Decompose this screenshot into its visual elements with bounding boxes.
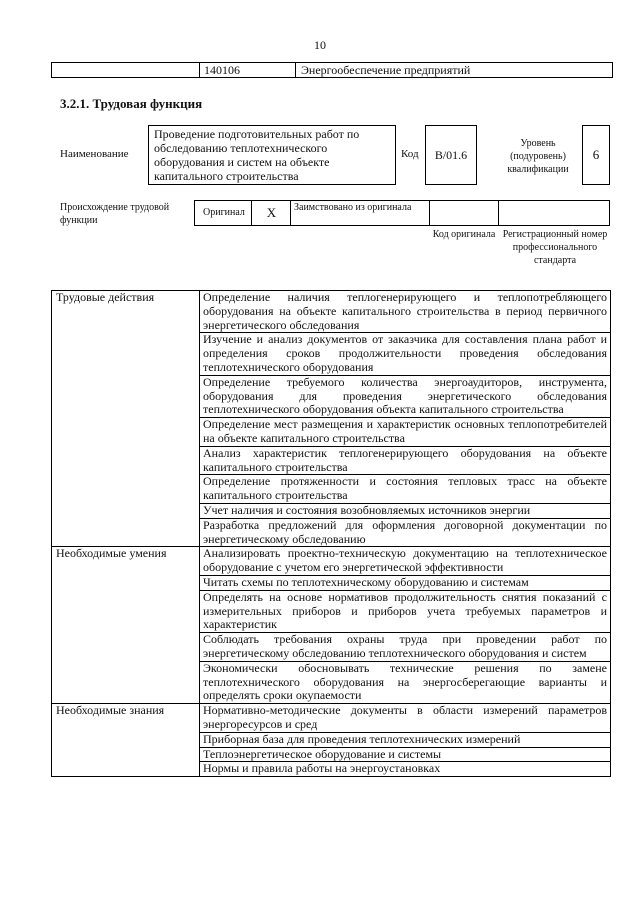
specialty-code: 140106 xyxy=(200,63,296,77)
skill-item: Анализировать проектно-техническую документацию на теплотехническое оборудование с учетом его энергетической эффективности xyxy=(200,547,611,576)
labor-action-item: Определение наличия теплогенерирующего и теплопотребляющего оборудования на объекте капитального строительства в период первичного энергетического обследования xyxy=(200,291,611,333)
knowledge-item: Теплоэнергетическое оборудование и системы xyxy=(200,747,611,762)
labor-action-item: Изучение и анализ документов от заказчика для составления плана работ и определения сроков продолжительности проведения обследования теплотехнического оборудования xyxy=(200,333,611,375)
specialty-name: Энергообеспечение предприятий xyxy=(301,63,471,77)
origin-row xyxy=(194,200,610,226)
labor-actions-label: Трудовые действия xyxy=(52,291,200,547)
labor-action-item: Анализ характеристик теплогенерирующего оборудования на объекте капитального строительства xyxy=(200,446,611,475)
knowledge-label: Необходимые знания xyxy=(52,704,200,777)
table-row xyxy=(52,547,611,576)
name-label: Наименование xyxy=(60,148,129,160)
labor-action-item: Разработка предложений для оформления договорной документации по энергетическому обследованию xyxy=(200,518,611,547)
origin-label: Происхождение трудовой функции xyxy=(60,202,170,226)
labor-action-item: Учет наличия и состояния возобновляемых источников энергии xyxy=(200,503,611,518)
labor-action-item: Определение протяженности и состояния тепловых трасс на объекте капитального строительства xyxy=(200,475,611,504)
empty-cell xyxy=(52,63,200,77)
level-value-box: 6 xyxy=(582,125,610,185)
knowledge-item: Нормы и правила работы на энергоустановках xyxy=(200,762,611,777)
function-code-box: B/01.6 xyxy=(425,125,477,185)
requirements-table xyxy=(51,290,611,777)
skills-label: Необходимые умения xyxy=(52,547,200,704)
skill-item: Читать схемы по теплотехническому оборудованию и системам xyxy=(200,575,611,590)
code-original-caption: Код оригинала xyxy=(432,229,496,240)
knowledge-item: Приборная база для проведения теплотехнических измерений xyxy=(200,732,611,747)
header-code-row xyxy=(51,62,613,78)
original-mark: X xyxy=(253,201,291,225)
code-original-cell xyxy=(431,201,499,225)
labor-action-item: Определение мест размещения и характеристик основных теплопотребителей на объекте капитального строительства xyxy=(200,418,611,447)
borrowed-label: Заимствовано из оригинала xyxy=(291,201,430,225)
reg-number-cell xyxy=(499,201,609,225)
skill-item: Соблюдать требования охраны труда при проведении работ по энергетическому обследованию теплотехнического оборудования и систем xyxy=(200,633,611,662)
reg-number-caption: Регистрационный номер профессионального стандарта xyxy=(502,229,608,266)
page-number: 10 xyxy=(314,38,326,52)
section-title: 3.2.1. Трудовая функция xyxy=(60,96,203,111)
table-row xyxy=(52,291,611,333)
knowledge-item: Нормативно-методические документы в области измерений параметров энергоресурсов и сред xyxy=(200,704,611,733)
original-label: Оригинал xyxy=(195,201,252,225)
skill-item: Определять на основе нормативов продолжительность снятия показаний с измерительных приборов и приборов учета требуемых параметров и характеристик xyxy=(200,590,611,632)
code-label: Код xyxy=(401,148,419,160)
level-label: Уровень (подуровень) квалификации xyxy=(507,138,569,175)
skill-item: Экономически обосновывать технические решения по замене теплотехнического оборудования на энергосберегающие варианты и определять сроки окупаемости xyxy=(200,661,611,703)
labor-action-item: Определение требуемого количества энергоаудиторов, инструмента, оборудования для проведения энергетического обследования теплотехнического оборудования объекта капитального строительства xyxy=(200,375,611,417)
table-row xyxy=(52,704,611,733)
function-name-box: Проведение подготовительных работ по обследованию теплотехнического оборудования и систем на объекте капитального строительства xyxy=(148,125,396,185)
